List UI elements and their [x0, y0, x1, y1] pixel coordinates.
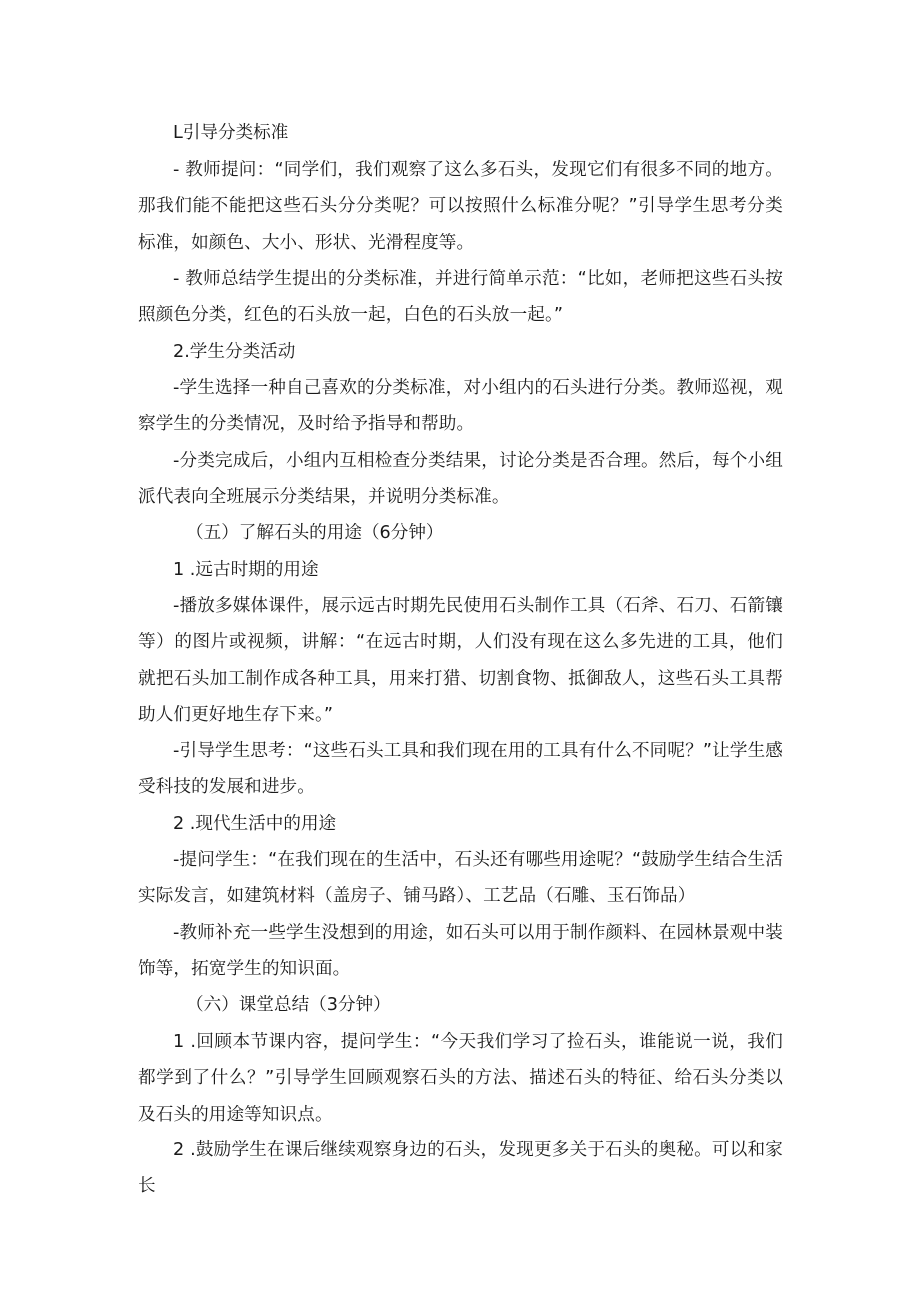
section-title-class-summary: （六）课堂总结（3分钟）: [186, 995, 391, 1015]
paragraph-review-lesson: 1 .回顾本节课内容，提问学生：“今天我们学习了捡石头，谁能说一说，我们都学到了什么？”引导学生回顾观察石头的方法、描述石头的特征、给石头分类以及石头的用途等知识点。: [138, 1032, 783, 1125]
paragraph-ask-students: -提问学生：“在我们现在的生活中，石头还有哪些用途呢？“鼓励学生结合生活实际发言，如建筑材料（盖房子、铺马路）、工艺品（石雕、玉石饰品）: [138, 850, 783, 907]
paragraph-compare-tools: -引导学生思考：“这些石头工具和我们现在用的工具有什么不同呢？”让学生感受科技的发展和进步。: [138, 741, 783, 798]
paragraph-teacher-supplement: -教师补充一些学生没想到的用途，如石头可以用于制作颜料、在园林景观中装饰等，拓宽学生的知识面。: [138, 923, 783, 980]
paragraph-teacher-question: - 教师提问：“同学们，我们观察了这么多石头，发现它们有很多不同的地方。那我们能不能把这些石头分分类呢？可以按照什么标准分呢？”引导学生思考分类标准，如颜色、大小、形状、光滑程度等。: [138, 160, 783, 253]
heading-ancient-uses: 1 .远古时期的用途: [173, 560, 319, 580]
paragraph-teacher-summary: - 教师总结学生提出的分类标准，并进行简单示范：“比如，老师把这些石头按照颜色分类，红色的石头放一起，白色的石头放一起。”: [138, 269, 783, 326]
section-title-stone-uses: （五）了解石头的用途（6分钟）: [186, 523, 444, 543]
paragraph-ancient-tools: -播放多媒体课件，展示远古时期先民使用石头制作工具（石斧、石刀、石箭镶等）的图片或视频，讲解：“在远古时期，人们没有现在这么多先进的工具，他们就把石头加工制作成各种工具，用来打猎、切割食物、抵御敌人，这些石头工具帮助人们更好地生存下来。”: [138, 596, 783, 726]
paragraph-encourage-observe: 2 .鼓励学生在课后继续观察身边的石头，发现更多关于石头的奥秘。可以和家长: [138, 1140, 783, 1197]
heading-classification-standard: L引导分类标准: [173, 123, 289, 143]
heading-student-activity: 2.学生分类活动: [173, 342, 296, 362]
paragraph-student-choose: -学生选择一种自己喜欢的分类标准，对小组内的石头进行分类。教师巡视，观察学生的分类情况，及时给予指导和帮助。: [138, 378, 783, 435]
paragraph-group-check: -分类完成后，小组内互相检查分类结果，讨论分类是否合理。然后，每个小组派代表向全班展示分类结果，并说明分类标准。: [138, 451, 783, 508]
heading-modern-uses: 2 .现代生活中的用途: [173, 814, 337, 834]
